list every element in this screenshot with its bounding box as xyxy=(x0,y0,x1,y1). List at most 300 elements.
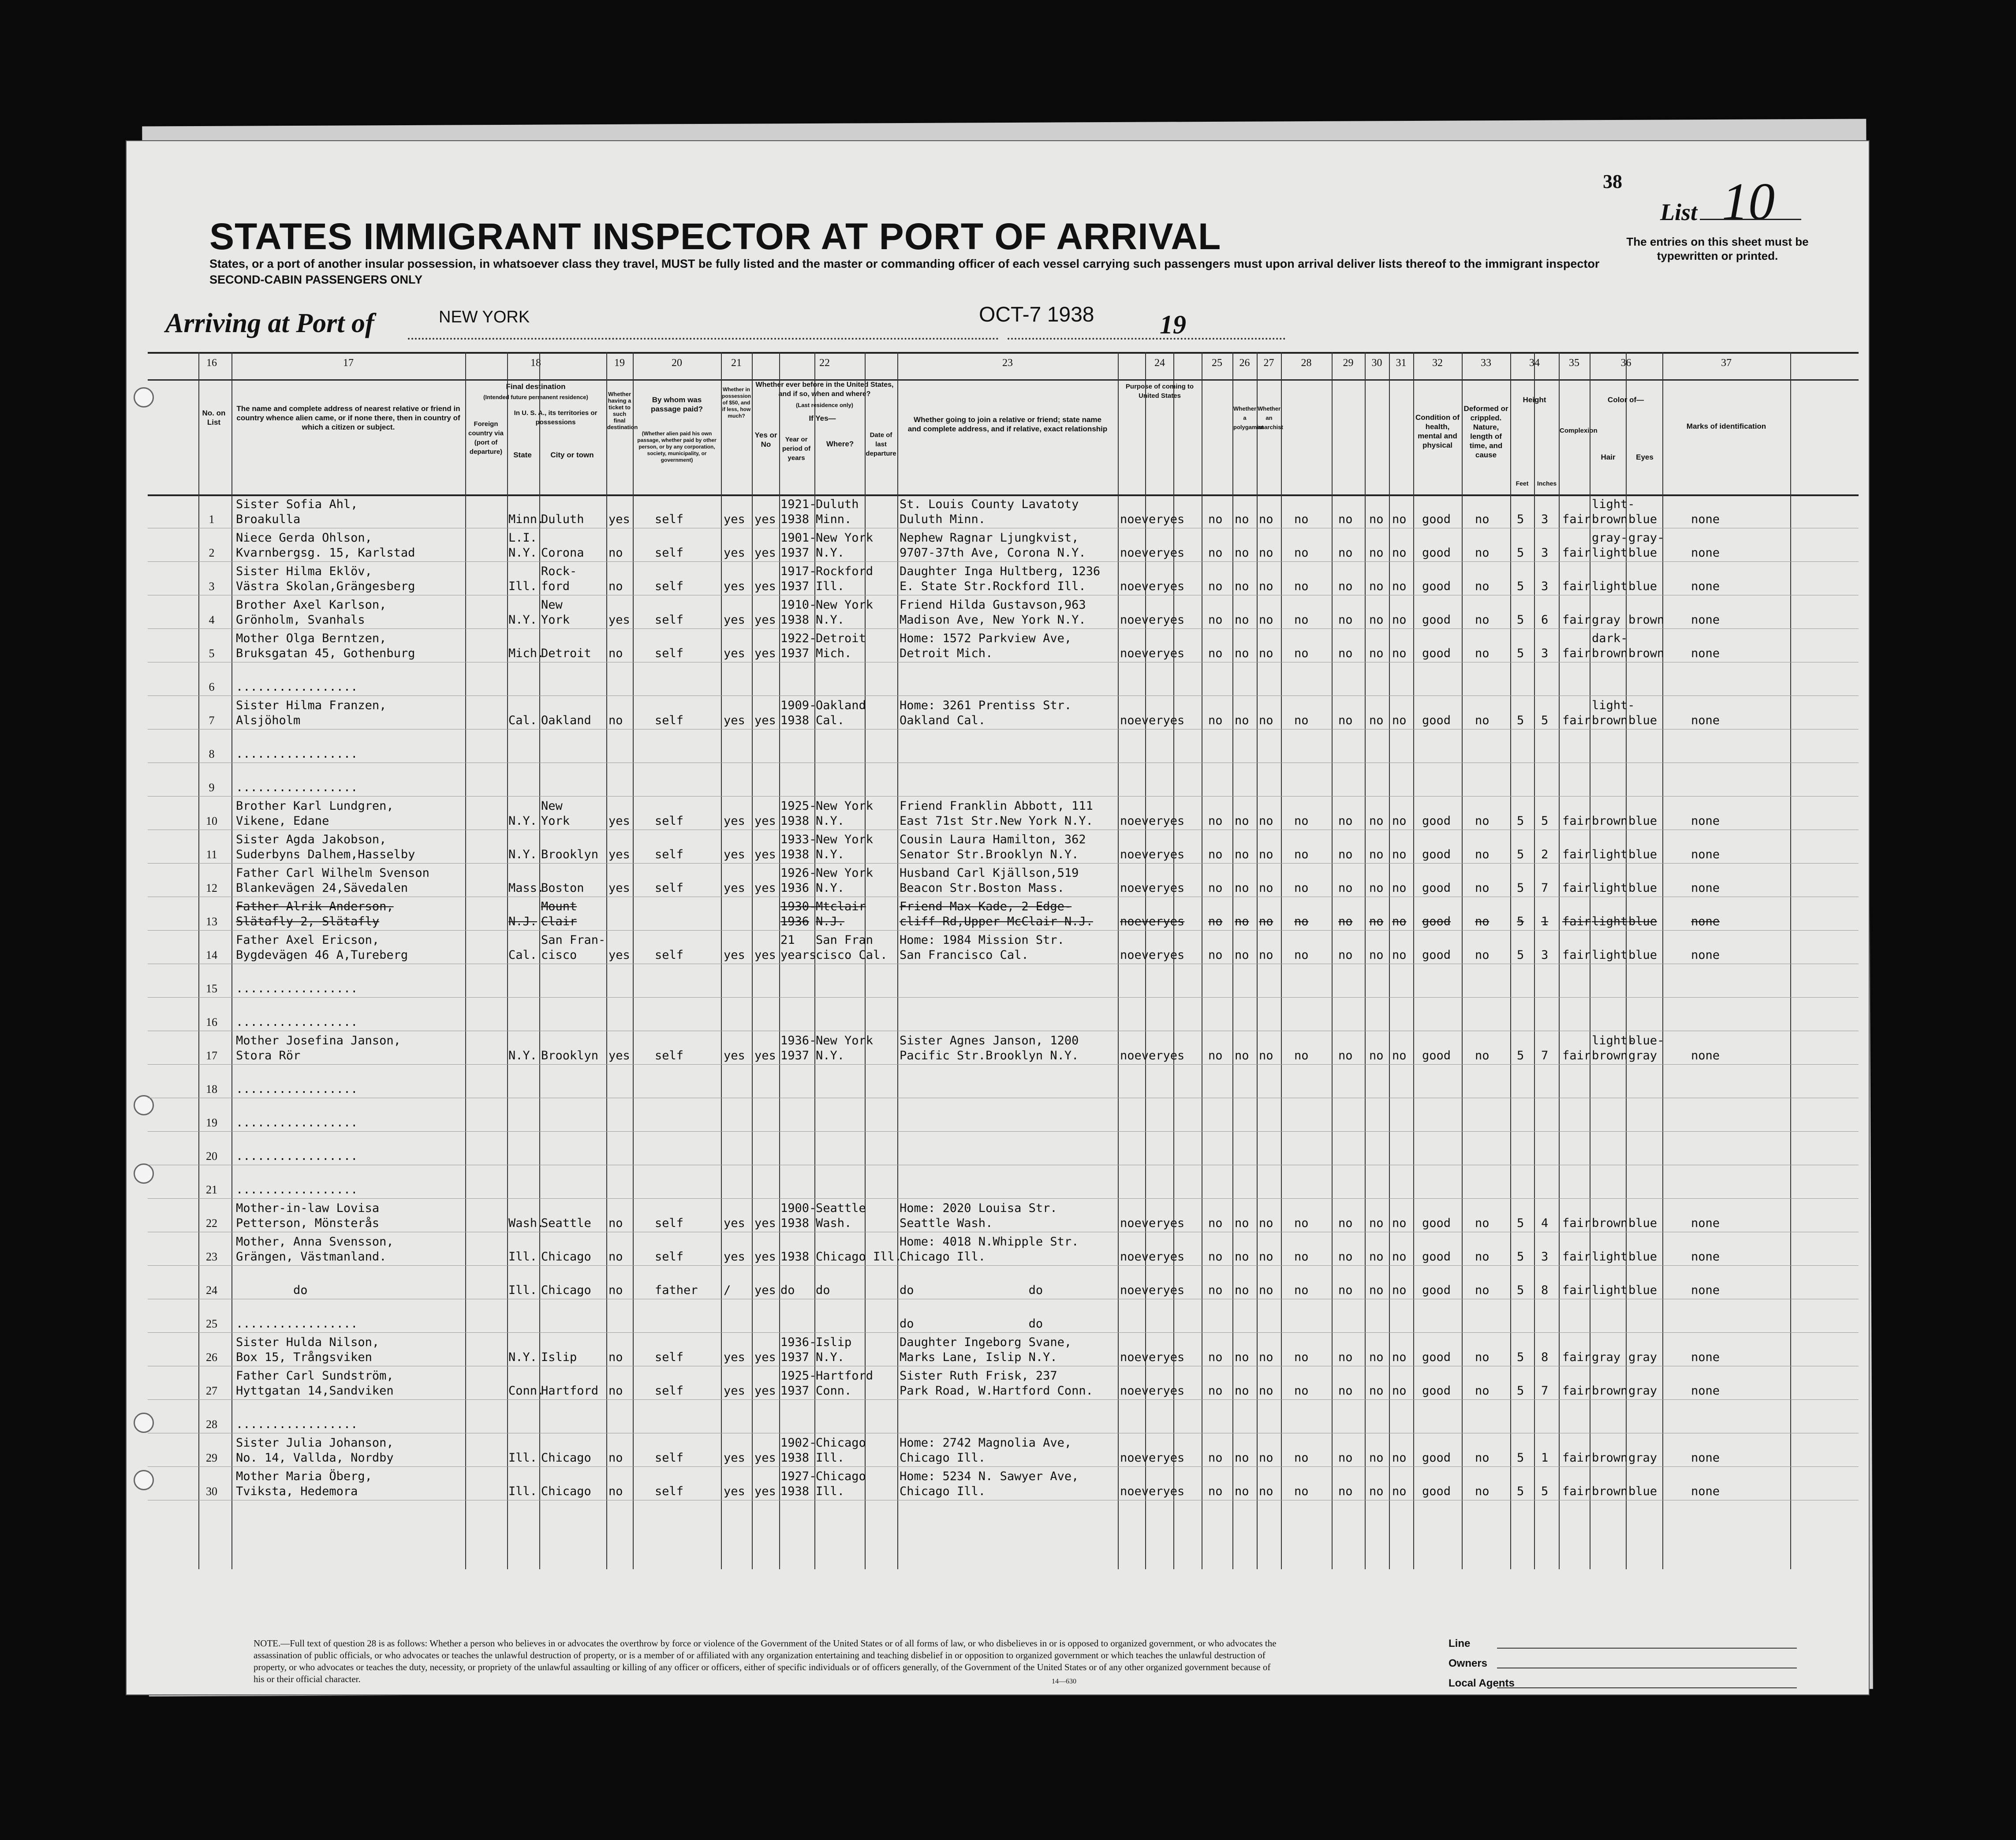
cell-height-inches: 2 xyxy=(1541,848,1549,861)
row-number: 3 xyxy=(209,580,215,593)
cell-q30: no xyxy=(1369,647,1384,660)
cell-hair-color: brown xyxy=(1592,1384,1628,1398)
cell-hair-color: gray xyxy=(1592,613,1621,627)
cell-health: good xyxy=(1422,1283,1451,1297)
cell-relative-address: ................. xyxy=(236,1149,358,1163)
cell-relative-address: do xyxy=(236,1283,308,1297)
header-money: Whether in possession of $50, and if less, how much? xyxy=(722,386,751,419)
cell-relative-address: Sister Hulda Nilson, Box 15, Trångsviken xyxy=(236,1335,380,1364)
cell-destination-state: Cal. xyxy=(508,948,538,962)
cell-destination-state: N.Y. xyxy=(508,814,538,828)
cell-q31: no xyxy=(1392,881,1407,895)
cell-health: good xyxy=(1422,1250,1451,1264)
cell-marks: none xyxy=(1691,1451,1720,1465)
cell-hair-color: light- brown xyxy=(1592,699,1635,727)
cell-q25: no xyxy=(1208,848,1223,861)
table-row xyxy=(148,662,1859,696)
cell-deformed: no xyxy=(1475,512,1490,526)
cell-q27: no xyxy=(1259,580,1273,593)
cell-complexion: fair xyxy=(1562,546,1591,560)
row-number: 27 xyxy=(206,1384,217,1397)
local-agents-field xyxy=(1497,1687,1797,1688)
cell-purpose: noeveryes xyxy=(1120,1216,1185,1230)
cell-going-to-join: Friend Franklin Abbott, 111 East 71st Str.New York N.Y. xyxy=(900,799,1093,828)
row-number: 4 xyxy=(209,613,215,626)
cell-q26: no xyxy=(1235,1283,1249,1297)
cell-going-to-join: Sister Ruth Frisk, 237 Park Road, W.Hartford Conn. xyxy=(900,1369,1093,1398)
cell-height-feet: 5 xyxy=(1517,948,1524,962)
col-num: 34 xyxy=(1529,357,1540,369)
cell-height-feet: 5 xyxy=(1517,714,1524,727)
row-number: 15 xyxy=(206,982,217,995)
cell-relative-address: Father Carl Wilhelm Svenson Blankevägen 24,Sävedalen xyxy=(236,866,429,895)
cell-ticket: yes xyxy=(609,848,630,861)
cell-q30: no xyxy=(1369,848,1384,861)
cell-relative-address: Sister Hilma Eklöv, Västra Skolan,Grängesberg xyxy=(236,565,415,593)
header-passage-paid-sub: (Whether alien paid his own passage, whether paid by other person, or by any corporation, society, municipality, or government) xyxy=(637,430,717,463)
cell-destination-city: Islip xyxy=(541,1350,577,1364)
cell-q25: no xyxy=(1208,814,1223,828)
cell-deformed: no xyxy=(1475,1350,1490,1364)
cell-ticket: no xyxy=(609,1485,623,1498)
header-before-in-us: Whether ever before in the United States, and if so, when and where? xyxy=(755,381,894,398)
table-row xyxy=(148,1299,1859,1333)
cell-deformed: no xyxy=(1475,1049,1490,1062)
cell-hair-color: light- brown xyxy=(1592,1034,1635,1062)
cell-q25: no xyxy=(1208,1283,1223,1297)
cell-eye-color: blue xyxy=(1628,580,1658,593)
cell-height-inches: 4 xyxy=(1541,1216,1549,1230)
cell-ticket: no xyxy=(609,714,623,727)
cell-q26: no xyxy=(1235,580,1249,593)
cell-years-in-us: 1922- 1937 xyxy=(780,632,817,660)
cell-destination-state: Cal. xyxy=(508,714,538,727)
cell-health: good xyxy=(1422,580,1451,593)
question-28-note: NOTE.—Full text of question 28 is as follows: Whether a person who believes in or advocates the overthrow by force or violence of the Government of the United States or of all forms of law, or who disbelieves in or is opposed to organized government, or who advocates the assassination of public officials, or who advocates or teaches the unlawful destruction of property, or is a member of or affiliated with any organization entertaining and teaching disbelief in or opposition to organized government or which teaches the unlawful destruction of property, or who advocates or teaches the duty, necessity, or propriety of the unlawful assaulting or killing of any officer or officers, either of specific individuals or of officers generally, of the Government of the United States or of any other organized government because of his or their official character. xyxy=(254,1638,1277,1684)
cell-q25: no xyxy=(1208,948,1223,962)
cell-q25: no xyxy=(1208,613,1223,627)
cell-height-inches: 3 xyxy=(1541,647,1549,660)
cell-relative-address: Mother Olga Berntzen, Bruksgatan 45, Gothenburg xyxy=(236,632,415,660)
table-row xyxy=(148,1031,1859,1065)
cell-ticket: no xyxy=(609,1283,623,1297)
cell-money: yes xyxy=(724,1049,745,1062)
cell-height-inches: 3 xyxy=(1541,512,1549,526)
table-row xyxy=(148,696,1859,729)
cell-q31: no xyxy=(1392,948,1407,962)
cell-q30: no xyxy=(1369,613,1384,627)
cell-health: good xyxy=(1422,1049,1451,1062)
cell-q27: no xyxy=(1259,613,1273,627)
cell-q29: no xyxy=(1338,647,1353,660)
row-number: 25 xyxy=(206,1317,217,1330)
cell-health: good xyxy=(1422,1485,1451,1498)
cell-before-in-us: yes xyxy=(754,580,776,593)
cell-passage-paid-by: self xyxy=(655,580,684,593)
cell-q25: no xyxy=(1208,546,1223,560)
cell-years-in-us: 1910- 1938 xyxy=(780,598,817,627)
cell-height-inches: 3 xyxy=(1541,546,1549,560)
header-polygamist: Whether a polygamist xyxy=(1233,405,1264,430)
port-dotted-line xyxy=(408,338,999,340)
cell-q29: no xyxy=(1338,1283,1353,1297)
cell-height-feet: 5 xyxy=(1517,881,1524,895)
cell-hair-color: dark- brown xyxy=(1592,632,1628,660)
local-agents-label: Local Agents xyxy=(1449,1677,1515,1689)
cell-ticket: no xyxy=(609,580,623,593)
cell-q31: no xyxy=(1392,1451,1407,1465)
cell-height-feet: 5 xyxy=(1517,1350,1524,1364)
cell-eye-color: blue xyxy=(1628,948,1658,962)
header-relative: The name and complete address of nearest relative or friend in country whence alien came, or if none there, then in country of which a citizen or subject. xyxy=(236,404,460,431)
date-dotted-line xyxy=(1008,338,1285,340)
cell-ticket: no xyxy=(609,647,623,660)
cell-hair-color: light- brown xyxy=(1592,497,1635,526)
cell-hair-color: light xyxy=(1592,881,1628,895)
cell-money: yes xyxy=(724,512,745,526)
col-num: 20 xyxy=(672,357,682,369)
cell-passage-paid-by: self xyxy=(655,1049,684,1062)
cell-passage-paid-by: self xyxy=(655,546,684,560)
cell-going-to-join: Sister Agnes Janson, 1200 Pacific Str.Brooklyn N.Y. xyxy=(900,1034,1079,1062)
cell-q27: no xyxy=(1259,714,1273,727)
cell-height-feet: 5 xyxy=(1517,1216,1524,1230)
cell-years-in-us: 1938 xyxy=(780,1250,810,1264)
cell-height-inches: 7 xyxy=(1541,1384,1549,1398)
header-if-yes: If Yes— xyxy=(809,414,836,423)
cell-relative-address: Brother Axel Karlson, Grönholm, Svanhals xyxy=(236,598,387,627)
cell-purpose: noeveryes xyxy=(1120,546,1185,560)
cell-q28: no xyxy=(1294,1250,1309,1264)
cell-destination-city: Duluth xyxy=(541,512,584,526)
cell-q26: no xyxy=(1235,714,1249,727)
row-number: 18 xyxy=(206,1083,217,1096)
cell-relative-address: Sister Sofia Ahl, Broakulla xyxy=(236,497,358,526)
table-row xyxy=(148,494,1859,528)
cell-where-in-us: San Fran cisco Cal. xyxy=(816,933,888,962)
cell-marks: none xyxy=(1691,848,1720,861)
cell-hair-color: light xyxy=(1592,1250,1628,1264)
page-title: STATES IMMIGRANT INSPECTOR AT PORT OF ARRIVAL xyxy=(209,216,1221,257)
cell-passage-paid-by: father xyxy=(655,1283,698,1297)
cell-marks: none xyxy=(1691,613,1720,627)
col-num: 30 xyxy=(1371,357,1382,369)
cell-purpose: noeveryes xyxy=(1120,1350,1185,1364)
table-row xyxy=(148,1366,1859,1400)
cell-before-in-us: yes xyxy=(754,1216,776,1230)
cell-q26: no xyxy=(1235,546,1249,560)
cell-money: yes xyxy=(724,1216,745,1230)
cell-q28: no xyxy=(1294,512,1309,526)
typewritten-notice: The entries on this sheet must be typewritten or printed. xyxy=(1626,235,1809,262)
cell-q29: no xyxy=(1338,1384,1353,1398)
cell-ticket: yes xyxy=(609,814,630,828)
cell-q26: no xyxy=(1235,1049,1249,1062)
table-row xyxy=(148,528,1859,562)
cell-relative-address: ................. xyxy=(236,680,358,694)
cell-deformed: no xyxy=(1475,1216,1490,1230)
cell-eye-color: blue xyxy=(1628,1283,1658,1297)
cell-q29: no xyxy=(1338,1049,1353,1062)
col-num: 25 xyxy=(1212,357,1222,369)
row-number: 30 xyxy=(206,1485,217,1498)
cell-years-in-us: 1901- 1937 xyxy=(780,531,817,560)
cell-q29: no xyxy=(1338,714,1353,727)
cell-relative-address: ................. xyxy=(236,982,358,995)
cell-where-in-us: Chicago Ill. xyxy=(816,1250,902,1264)
cell-destination-city: New York xyxy=(541,598,570,627)
cell-relative-address: ................. xyxy=(236,1417,358,1431)
cell-health: good xyxy=(1422,1384,1451,1398)
header-foreign-country: Foreign country via (port of departure) xyxy=(468,420,504,456)
cell-where-in-us: Hartford Conn. xyxy=(816,1369,874,1398)
cell-health: good xyxy=(1422,613,1451,627)
cell-ticket: no xyxy=(609,1250,623,1264)
cell-marks: none xyxy=(1691,580,1720,593)
cell-q27: no xyxy=(1259,1283,1273,1297)
cell-q29: no xyxy=(1338,1350,1353,1364)
cell-hair-color: brown xyxy=(1592,814,1628,828)
cell-purpose: noeveryes xyxy=(1120,848,1185,861)
cell-q29: no xyxy=(1338,546,1353,560)
cell-q25: no xyxy=(1208,647,1223,660)
cell-q30: no xyxy=(1369,1216,1384,1230)
table-row xyxy=(148,796,1859,830)
cell-height-feet: 5 xyxy=(1517,512,1524,526)
cell-where-in-us: Islip N.Y. xyxy=(816,1335,852,1364)
cell-q30: no xyxy=(1369,1485,1384,1498)
cell-passage-paid-by: self xyxy=(655,948,684,962)
cell-where-in-us: New York N.Y. xyxy=(816,598,874,627)
cell-going-to-join: Home: 5234 N. Sawyer Ave, Chicago Ill. xyxy=(900,1470,1079,1498)
cell-years-in-us: 1900- 1938 xyxy=(780,1201,817,1230)
cell-q31: no xyxy=(1392,546,1407,560)
header-eyes: Eyes xyxy=(1636,453,1654,461)
cell-q31: no xyxy=(1392,1283,1407,1297)
row-number: 1 xyxy=(209,513,215,526)
cell-marks: none xyxy=(1691,512,1720,526)
subtitle-line-2: SECOND-CABIN PASSENGERS ONLY xyxy=(209,273,423,286)
cell-marks: none xyxy=(1691,948,1720,962)
cell-before-in-us: yes xyxy=(754,1485,776,1498)
cell-money: yes xyxy=(724,613,745,627)
cell-q25: no xyxy=(1208,915,1223,928)
cell-going-to-join: Home: 2020 Louisa Str. Seattle Wash. xyxy=(900,1201,1057,1230)
cell-destination-state: N.Y. xyxy=(508,848,538,861)
col-num: 22 xyxy=(819,357,830,369)
cell-relative-address: Sister Agda Jakobson, Suderbyns Dalhem,Hasselby xyxy=(236,833,415,861)
cell-eye-color: gray xyxy=(1628,1451,1658,1465)
cell-relative-address: Mother Josefina Janson, Stora Rör xyxy=(236,1034,401,1062)
cell-q28: no xyxy=(1294,1049,1309,1062)
cell-money: yes xyxy=(724,848,745,861)
cell-deformed: no xyxy=(1475,714,1490,727)
table-row xyxy=(148,1433,1859,1467)
header-no-on-list: No. on List xyxy=(202,409,226,426)
col-num: 29 xyxy=(1343,357,1354,369)
cell-health: good xyxy=(1422,714,1451,727)
row-number: 9 xyxy=(209,781,215,794)
cell-where-in-us: Seattle Wash. xyxy=(816,1201,866,1230)
cell-where-in-us: New York N.Y. xyxy=(816,833,874,861)
cell-q25: no xyxy=(1208,881,1223,895)
table-row xyxy=(148,1198,1859,1232)
col-num: 24 xyxy=(1154,357,1165,369)
line-field xyxy=(1497,1648,1797,1649)
cell-height-feet: 5 xyxy=(1517,915,1524,928)
cell-relative-address: ................. xyxy=(236,1082,358,1096)
cell-health: good xyxy=(1422,814,1451,828)
cell-years-in-us: 1936- 1937 xyxy=(780,1034,817,1062)
cell-destination-city: Brooklyn xyxy=(541,1049,599,1062)
cell-years-in-us: 1925- 1938 xyxy=(780,799,817,828)
cell-complexion: fair xyxy=(1562,948,1591,962)
table-row xyxy=(148,595,1859,629)
cell-relative-address: ................. xyxy=(236,1116,358,1129)
row-number: 11 xyxy=(206,848,217,861)
cell-destination-state: Ill. xyxy=(508,1485,538,1498)
table-row xyxy=(148,763,1859,797)
col-num: 28 xyxy=(1301,357,1312,369)
row-number: 22 xyxy=(206,1217,217,1230)
cell-relative-address: Niece Gerda Ohlson, Kvarnbergsg. 15, Karlstad xyxy=(236,531,415,560)
cell-marks: none xyxy=(1691,1216,1720,1230)
cell-passage-paid-by: self xyxy=(655,1250,684,1264)
cell-purpose: noeveryes xyxy=(1120,915,1185,928)
cell-hair-color: brown xyxy=(1592,1451,1628,1465)
cell-height-inches: 8 xyxy=(1541,1283,1549,1297)
cell-purpose: noeveryes xyxy=(1120,814,1185,828)
cell-deformed: no xyxy=(1475,546,1490,560)
cell-q31: no xyxy=(1392,647,1407,660)
cell-q27: no xyxy=(1259,948,1273,962)
cell-purpose: noeveryes xyxy=(1120,948,1185,962)
cell-deformed: no xyxy=(1475,1384,1490,1398)
cell-height-feet: 5 xyxy=(1517,647,1524,660)
cell-going-to-join: Nephew Ragnar Ljungkvist, 9707-37th Ave, Corona N.Y. xyxy=(900,531,1086,560)
cell-destination-city: Seattle xyxy=(541,1216,591,1230)
cell-q26: no xyxy=(1235,915,1249,928)
cell-q26: no xyxy=(1235,881,1249,895)
table-row xyxy=(148,1131,1859,1165)
cell-height-inches: 7 xyxy=(1541,881,1549,895)
subtitle-line: States, or a port of another insular possession, in whatsoever class they travel, MUST be fully listed and the master or commanding officer of each vessel carrying such passengers must upon arrival deliver lists thereof to the immigrant inspector xyxy=(209,257,1600,270)
cell-q29: no xyxy=(1338,613,1353,627)
cell-eye-color: blue xyxy=(1628,1216,1658,1230)
cell-purpose: noeveryes xyxy=(1120,1250,1185,1264)
cell-passage-paid-by: self xyxy=(655,1216,684,1230)
cell-destination-state: N.Y. xyxy=(508,1350,538,1364)
cell-before-in-us: yes xyxy=(754,848,776,861)
cell-destination-city: Corona xyxy=(541,546,584,560)
cell-q27: no xyxy=(1259,1350,1273,1364)
table-row xyxy=(148,1332,1859,1366)
arriving-label: Arriving at Port of xyxy=(165,308,374,338)
cell-destination-state: Ill. xyxy=(508,1451,538,1465)
cell-destination-state: L.I. N.Y. xyxy=(508,531,538,560)
cell-q28: no xyxy=(1294,647,1309,660)
cell-q26: no xyxy=(1235,647,1249,660)
cell-money: yes xyxy=(724,1350,745,1364)
cell-q28: no xyxy=(1294,546,1309,560)
cell-q27: no xyxy=(1259,848,1273,861)
cell-passage-paid-by: self xyxy=(655,1485,684,1498)
port-value: NEW YORK xyxy=(439,308,530,326)
cell-going-to-join: Home: 2742 Magnolia Ave, Chicago Ill. xyxy=(900,1436,1072,1465)
cell-hair-color: brown xyxy=(1592,1485,1628,1498)
cell-q31: no xyxy=(1392,580,1407,593)
cell-destination-state: Conn. xyxy=(508,1384,545,1398)
cell-destination-city: Mount Clair xyxy=(541,900,577,928)
cell-going-to-join: St. Louis County Lavatoty Duluth Minn. xyxy=(900,497,1079,526)
cell-q27: no xyxy=(1259,647,1273,660)
cell-where-in-us: Duluth Minn. xyxy=(816,497,859,526)
cell-q27: no xyxy=(1259,1049,1273,1062)
cell-eye-color: blue xyxy=(1628,714,1658,727)
cell-destination-state: Ill. xyxy=(508,1283,538,1297)
cell-destination-city: Boston xyxy=(541,881,584,895)
cell-q26: no xyxy=(1235,613,1249,627)
cell-years-in-us: do xyxy=(780,1283,795,1297)
cell-height-feet: 5 xyxy=(1517,1283,1524,1297)
cell-passage-paid-by: self xyxy=(655,647,684,660)
cell-height-inches: 3 xyxy=(1541,580,1549,593)
cell-money: yes xyxy=(724,1485,745,1498)
cell-before-in-us: yes xyxy=(754,613,776,627)
cell-q30: no xyxy=(1369,1250,1384,1264)
cell-q31: no xyxy=(1392,613,1407,627)
cell-health: good xyxy=(1422,512,1451,526)
cell-height-feet: 5 xyxy=(1517,1384,1524,1398)
col-num: 26 xyxy=(1239,357,1250,369)
cell-going-to-join: Daughter Ingeborg Svane, Marks Lane, Islip N.Y. xyxy=(900,1335,1072,1364)
cell-destination-city: Rock- ford xyxy=(541,565,577,593)
column-header-row xyxy=(148,378,1859,496)
page-number: 38 xyxy=(1603,171,1622,192)
cell-going-to-join: Home: 3261 Prentiss Str. Oakland Cal. xyxy=(900,699,1072,727)
header-before-in-us-sub: (Last residence only) xyxy=(795,402,854,408)
cell-years-in-us: 1933- 1938 xyxy=(780,833,817,861)
list-number: 10 xyxy=(1722,172,1775,231)
cell-destination-state: Ill. xyxy=(508,1250,538,1264)
cell-height-feet: 5 xyxy=(1517,1049,1524,1062)
cell-purpose: noeveryes xyxy=(1120,512,1185,526)
header-color-of: Color of— xyxy=(1607,396,1644,404)
cell-deformed: no xyxy=(1475,1451,1490,1465)
cell-complexion: fair xyxy=(1562,814,1591,828)
cell-height-feet: 5 xyxy=(1517,1250,1524,1264)
cell-relative-address: Sister Hilma Franzen, Alsjöholm xyxy=(236,699,387,727)
cell-q31: no xyxy=(1392,1350,1407,1364)
cell-health: good xyxy=(1422,915,1451,928)
cell-purpose: noeveryes xyxy=(1120,1049,1185,1062)
cell-q25: no xyxy=(1208,1049,1223,1062)
cell-money: yes xyxy=(724,814,745,828)
cell-going-to-join: do do xyxy=(900,1283,1043,1297)
cell-complexion: fair xyxy=(1562,647,1591,660)
cell-q26: no xyxy=(1235,1216,1249,1230)
cell-complexion: fair xyxy=(1562,1049,1591,1062)
cell-relative-address: Mother Maria Öberg, Tviksta, Hedemora xyxy=(236,1470,372,1498)
cell-marks: none xyxy=(1691,714,1720,727)
table-row xyxy=(148,897,1859,931)
cell-destination-city: Hartford xyxy=(541,1384,599,1398)
cell-destination-state: Wash. xyxy=(508,1216,545,1230)
cell-years-in-us: 1917- 1937 xyxy=(780,565,817,593)
cell-before-in-us: yes xyxy=(754,1384,776,1398)
cell-relative-address: Mother-in-law Lovisa Petterson, Mönsterås xyxy=(236,1201,380,1230)
table-row xyxy=(148,561,1859,595)
